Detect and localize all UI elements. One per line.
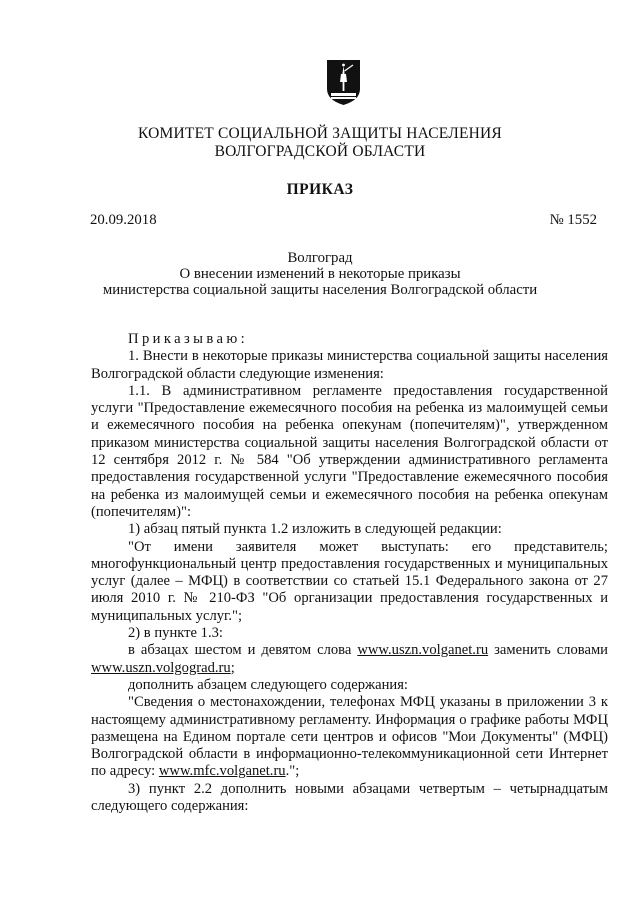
paragraph-item-1: 1) абзац пятый пункта 1.2 изложить в следующей редакции: <box>128 521 502 538</box>
subject-line1: О внесении изменений в некоторые приказы <box>179 266 461 282</box>
new-url-link[interactable]: www.uszn.volgograd.ru <box>91 659 231 676</box>
volgograd-coat-of-arms-icon <box>325 58 362 106</box>
subject-line2: министерства социальной защиты населения Волгоградской области <box>102 282 538 298</box>
document-type: ПРИКАЗ <box>286 181 354 198</box>
replace-text-middle: заменить словами <box>488 642 608 659</box>
document-date: 20.09.2018 <box>90 212 157 228</box>
paragraph-item-3: 3) пункт 2.2 дополнить новыми абзацами четвертым – четырнадцатым следующего содержания: <box>91 780 608 815</box>
paragraph-add-abstract: дополнить абзацем следующего содержания: <box>128 676 408 693</box>
org-name-line1: КОМИТЕТ СОЦИАЛЬНОЙ ЗАЩИТЫ НАСЕЛЕНИЯ <box>138 125 502 142</box>
quote-2-suffix: ."; <box>285 763 300 780</box>
mfc-url-link[interactable]: www.mfc.volganet.ru <box>158 763 286 780</box>
replace-text-prefix: в абзацах шестом и девятом слова <box>128 642 358 659</box>
paragraph-quote-1: "От имени заявителя может выступать: его представитель; многофункциональный центр предоставления государственных и муниципальных услуг (далее – МФЦ) в соответствии со статьей 15.1 Федерального закона от 27 июля 2010 г. № 210-ФЗ "Об организации предоставления государственных и муниципальных услуг."; <box>91 538 608 624</box>
order-intro: Приказываю: <box>128 331 249 347</box>
paragraph-item-2: 2) в пункте 1.3: <box>128 625 223 642</box>
document-subject <box>0 266 640 298</box>
document-number: № 1552 <box>549 212 597 228</box>
document-body <box>91 331 608 815</box>
paragraph-1-1: 1.1. В административном регламенте предоставления государственной услуги "Предоставление ежемесячного пособия на ребенка из малоимущей семьи и ежемесячного пособия на ребенка опекунам (попечителям)", утвержденном приказом министерства социальной защиты населения Волгоградской области от 12 сентября 2012 г. № 584 "Об утверждении административного регламента предоставления государственной услуги "Предоставление ежемесячного пособия на ребенка из малоимущей семьи и ежемесячного пособия на ребенка опекунам (попечителям)": <box>91 382 608 520</box>
paragraph-replace-links <box>91 642 608 677</box>
replace-text-suffix: ; <box>230 659 235 676</box>
document-city: Волгоград <box>287 250 353 266</box>
paragraph-quote-2 <box>91 694 608 780</box>
paragraph-1: 1. Внести в некоторые приказы министерства социальной защиты населения Волгоградской области следующие изменения: <box>91 348 608 382</box>
org-name-line2: ВОЛГОГРАДСКОЙ ОБЛАСТИ <box>214 143 426 160</box>
old-url-link[interactable]: www.uszn.volganet.ru <box>357 642 489 659</box>
quote-2-text: "Сведения о местонахождении, телефонах МФЦ указаны в приложении 3 к настоящему административному регламенту. Информация о графике работы МФЦ размещена на Едином портале сети центров и офисов "Мои Документы" (МФЦ) Волгоградской области в информационно-телекоммуникационной сети Интернет по адресу: <box>91 694 608 780</box>
